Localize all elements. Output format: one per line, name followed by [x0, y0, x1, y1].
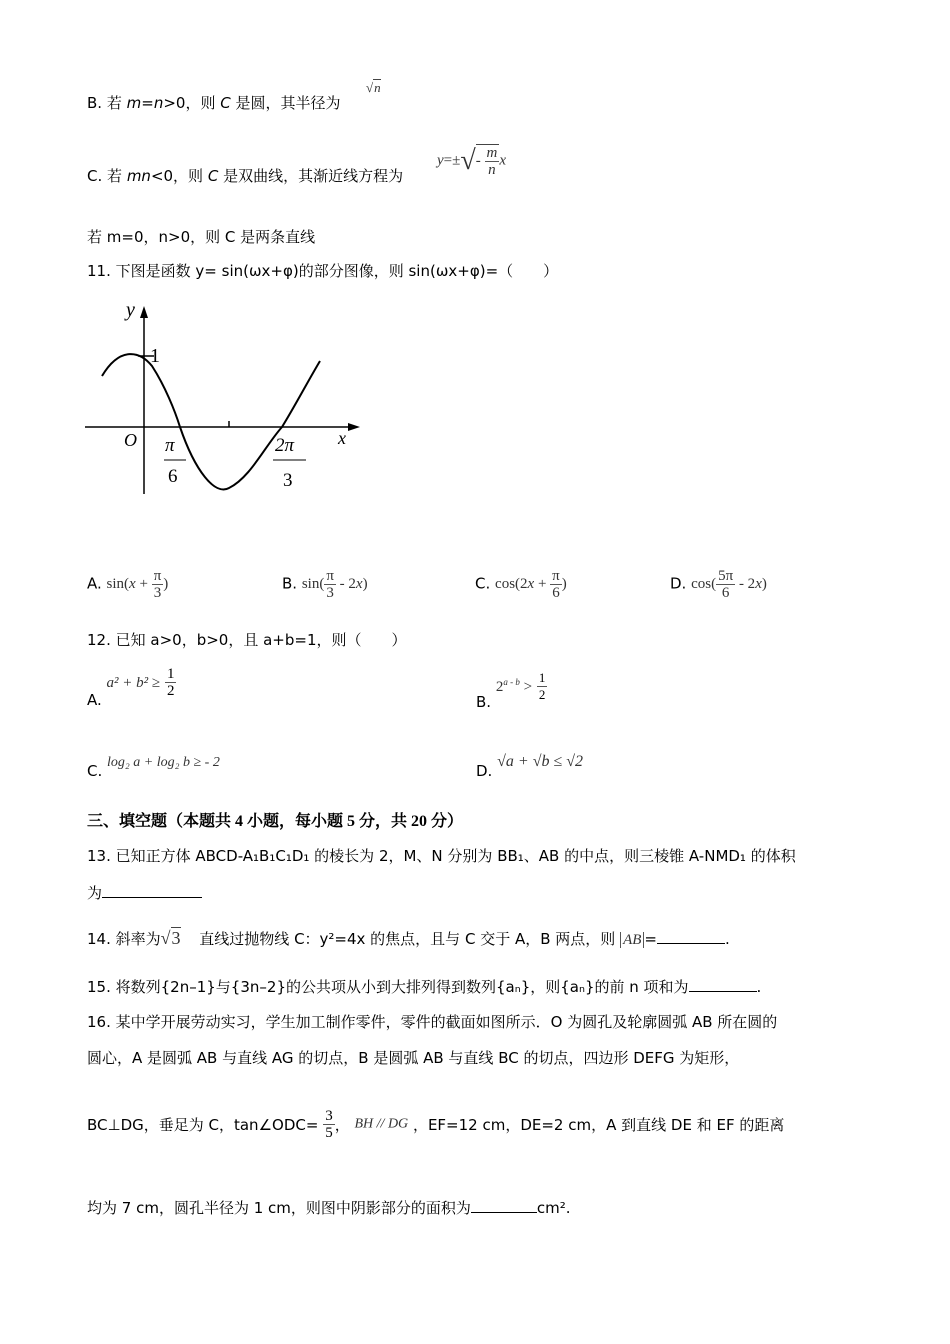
q10-option-b: B. 若 m=n>0，则 C 是圆，其半径为	[87, 94, 341, 112]
q14-answer-blank[interactable]	[657, 929, 725, 944]
y-axis-arrow	[140, 306, 148, 318]
q16-line-3: BC⊥DG，垂足为 C，tan∠ODC= $\frac{3}{5}$ ， BH // DG ，EF=12 cm，DE=2 cm，A 到直线 DE 和 EF 的距离	[87, 1108, 785, 1141]
two-pi-over-3-num: 2π	[275, 435, 295, 456]
q11-stem: 11. 下图是函数 y= sin(ωx+φ)的部分图像，则 sin(ωx+φ)=（ ）	[87, 262, 559, 280]
q16-line-2: 圆心，A 是圆弧 AB 与直线 AG 的切点，B 是圆弧 AB 与直线 BC 的切点，四边形 DEFG 为矩形，	[87, 1049, 740, 1067]
q15: 15. 将数列{2n–1}与{3n–2}的公共项从小到大排列得到数列{aₙ}，则{aₙ}的前 n 项和为 .	[87, 978, 762, 996]
q13-answer-blank[interactable]	[102, 883, 202, 898]
asymptote-formula: y=±√- $\frac{m}{n}$ x	[437, 145, 507, 178]
origin-label: O	[124, 430, 137, 450]
q13-line-2: 为	[87, 882, 202, 903]
q12-option-a: A. a² + b² ≥ $\frac{1}{2}$	[87, 666, 175, 709]
sqrt-n-formula: √n	[366, 80, 381, 95]
q16-answer-blank[interactable]	[471, 1198, 537, 1213]
tick-label-1: 1	[150, 345, 160, 367]
q12-option-b: B. $2^{a - b}$ > $\frac{1}{2}$	[476, 670, 546, 711]
y-axis-label: y	[126, 299, 135, 321]
q15-answer-blank[interactable]	[689, 977, 757, 992]
q12-option-d: D. √a + √b ≤ √2	[476, 753, 584, 780]
q13-line-1: 13. 已知正方体 ABCD-A₁B₁C₁D₁ 的棱长为 2，M、N 分别为 BB₁、AB 的中点，则三棱锥 A-NMD₁ 的体积	[87, 847, 796, 865]
sine-graph	[80, 296, 370, 501]
q10-option-c: C. 若 mn<0，则 C 是双曲线，其渐近线方程为	[87, 167, 404, 185]
q14: 14. 斜率为√3 直线过抛物线 C：y²=4x 的焦点，且与 C 交于 A，B 两点，则 AB = .	[87, 928, 730, 948]
q11-option-b: B. sin( $\frac{\pi}{3}$ - 2x)	[282, 568, 368, 601]
q11-option-c: C. cos(2x + $\frac{\pi}{6}$ )	[475, 568, 567, 601]
q12-stem: 12. 已知 a>0，b>0，且 a+b=1，则（ ）	[87, 631, 407, 649]
q16-line-4: 均为 7 cm，圆孔半径为 1 cm，则图中阴影部分的面积为 cm².	[87, 1199, 571, 1217]
q10-option-d: 若 m=0，n>0，则 C 是两条直线	[87, 228, 316, 246]
x-axis-label: x	[338, 428, 346, 448]
x-axis-arrow	[348, 423, 360, 431]
two-pi-over-3-den: 3	[283, 470, 293, 491]
section-3-title: 三、填空题（本题共 4 小题，每小题 5 分，共 20 分）	[87, 813, 464, 830]
q12-option-c: C. log₂ a + log₂ b ≥ - 2	[87, 755, 220, 780]
q16-line-1: 16. 某中学开展劳动实习，学生加工制作零件，零件的截面如图所示．O 为圆孔及轮廓圆弧 AB 所在圆的	[87, 1013, 778, 1031]
q11-option-a: A. sin(x + $\frac{\pi}{3}$ )	[87, 568, 169, 601]
pi-over-6-num: π	[165, 435, 175, 456]
q11-option-d: D. cos( $\frac{5\pi}{6}$ - 2x)	[670, 568, 767, 601]
pi-over-6-den: 6	[168, 466, 178, 487]
